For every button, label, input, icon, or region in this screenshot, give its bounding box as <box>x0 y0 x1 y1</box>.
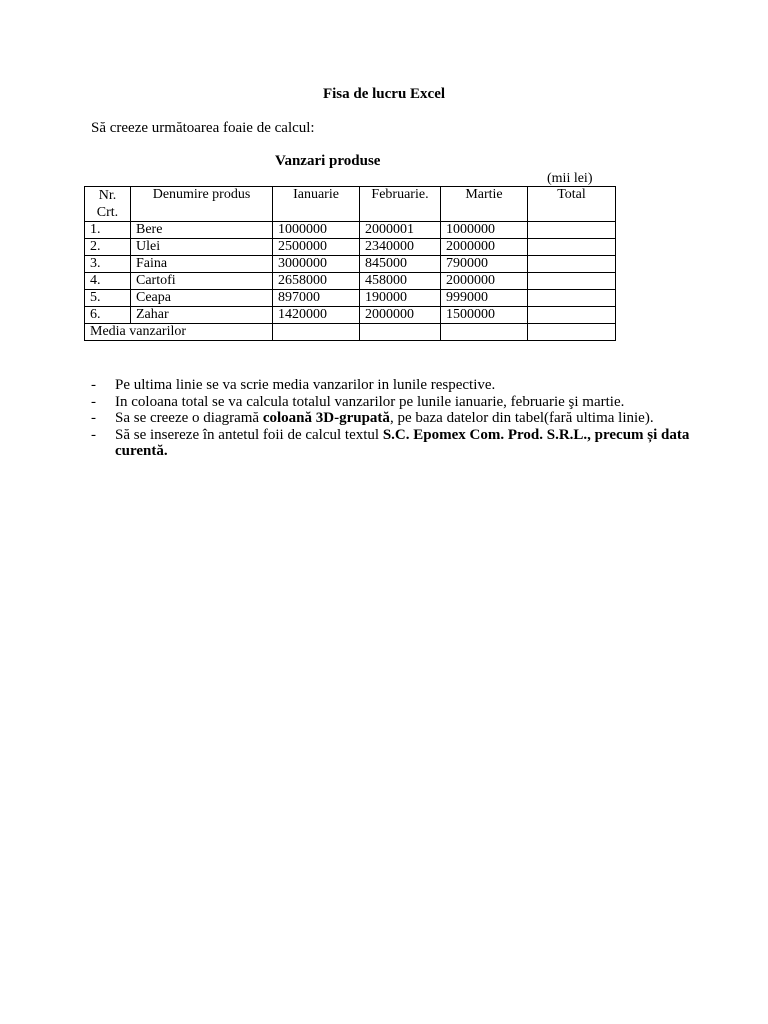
cell-january: 1420000 <box>273 307 360 324</box>
task-list <box>91 377 691 460</box>
cell-nr: 1. <box>85 222 131 239</box>
unit-note: (mii lei) <box>547 171 593 186</box>
cell-nr: 5. <box>85 290 131 307</box>
cell-march: 790000 <box>441 256 528 273</box>
cell-total <box>528 239 616 256</box>
header-nr-line1: Nr. <box>98 188 117 203</box>
cell-january: 2500000 <box>273 239 360 256</box>
cell-total <box>528 222 616 239</box>
task-item <box>91 427 691 460</box>
cell-march: 2000000 <box>441 273 528 290</box>
header-nr-crt <box>85 187 131 222</box>
header-february: Februarie. <box>360 187 441 222</box>
cell-product: Cartofi <box>131 273 273 290</box>
cell-product: Ceapa <box>131 290 273 307</box>
task-item <box>91 394 691 411</box>
task-bullet: - <box>91 377 96 393</box>
task-text: Pe ultima linie se va scrie media vanzarilor in lunile respective. <box>115 377 496 393</box>
cell-nr: 3. <box>85 256 131 273</box>
table-row <box>85 222 616 239</box>
task-item <box>91 410 691 427</box>
cell-january: 897000 <box>273 290 360 307</box>
task-text-part: Sa se creeze o diagramă <box>115 410 263 426</box>
task-text-part: , pe baza datelor din tabel(fară ultima linie). <box>389 410 654 426</box>
cell-march: 1000000 <box>441 222 528 239</box>
cell-february: 458000 <box>360 273 441 290</box>
cell-march: 999000 <box>441 290 528 307</box>
cell-february: 845000 <box>360 256 441 273</box>
header-nr-line2: Crt. <box>96 205 119 220</box>
task-text-bold: coloană 3D-grupată <box>262 410 390 426</box>
task-item <box>91 377 691 394</box>
cell-nr: 6. <box>85 307 131 324</box>
cell-february: 2000000 <box>360 307 441 324</box>
cell-total <box>528 273 616 290</box>
table-row <box>85 307 616 324</box>
cell-product: Ulei <box>131 239 273 256</box>
cell-product: Faina <box>131 256 273 273</box>
table-row <box>85 273 616 290</box>
footer-cell-march <box>441 324 528 341</box>
cell-march: 2000000 <box>441 239 528 256</box>
cell-nr: 4. <box>85 273 131 290</box>
table-row <box>85 290 616 307</box>
sales-table <box>84 186 616 341</box>
header-total: Total <box>528 187 616 222</box>
cell-total <box>528 290 616 307</box>
cell-january: 2658000 <box>273 273 360 290</box>
cell-total <box>528 256 616 273</box>
cell-january: 3000000 <box>273 256 360 273</box>
task-text-part: Să se insereze în antetul foii de calcul textul <box>115 426 383 443</box>
footer-cell-january <box>273 324 360 341</box>
footer-cell-total <box>528 324 616 341</box>
task-text: In coloana total se va calcula totalul vanzarilor pe lunile ianuarie, februarie şi martie. <box>115 393 625 410</box>
cell-february: 2340000 <box>360 239 441 256</box>
cell-product: Zahar <box>131 307 273 324</box>
document-title: Fisa de lucru Excel <box>322 86 446 102</box>
task-bullet: - <box>91 426 96 443</box>
cell-february: 190000 <box>360 290 441 307</box>
cell-february: 2000001 <box>360 222 441 239</box>
intro-text: Să creeze următoarea foaie de calcul: <box>91 120 315 136</box>
table-row <box>85 256 616 273</box>
cell-march: 1500000 <box>441 307 528 324</box>
table-footer-row <box>85 324 616 341</box>
header-january: Ianuarie <box>273 187 360 222</box>
footer-average-label: Media vanzarilor <box>85 324 273 341</box>
table-title: Vanzari produse <box>275 153 381 169</box>
table-header-row <box>85 187 616 222</box>
cell-nr: 2. <box>85 239 131 256</box>
header-march: Martie <box>441 187 528 222</box>
footer-cell-february <box>360 324 441 341</box>
cell-total <box>528 307 616 324</box>
task-text-bold: S.C. Epomex Com. Prod. S.R.L., precum și data curentă. <box>115 426 690 459</box>
cell-product: Bere <box>131 222 273 239</box>
table-row <box>85 239 616 256</box>
task-bullet: - <box>91 410 96 426</box>
task-bullet: - <box>91 393 96 410</box>
cell-january: 1000000 <box>273 222 360 239</box>
header-product: Denumire produs <box>131 187 273 222</box>
